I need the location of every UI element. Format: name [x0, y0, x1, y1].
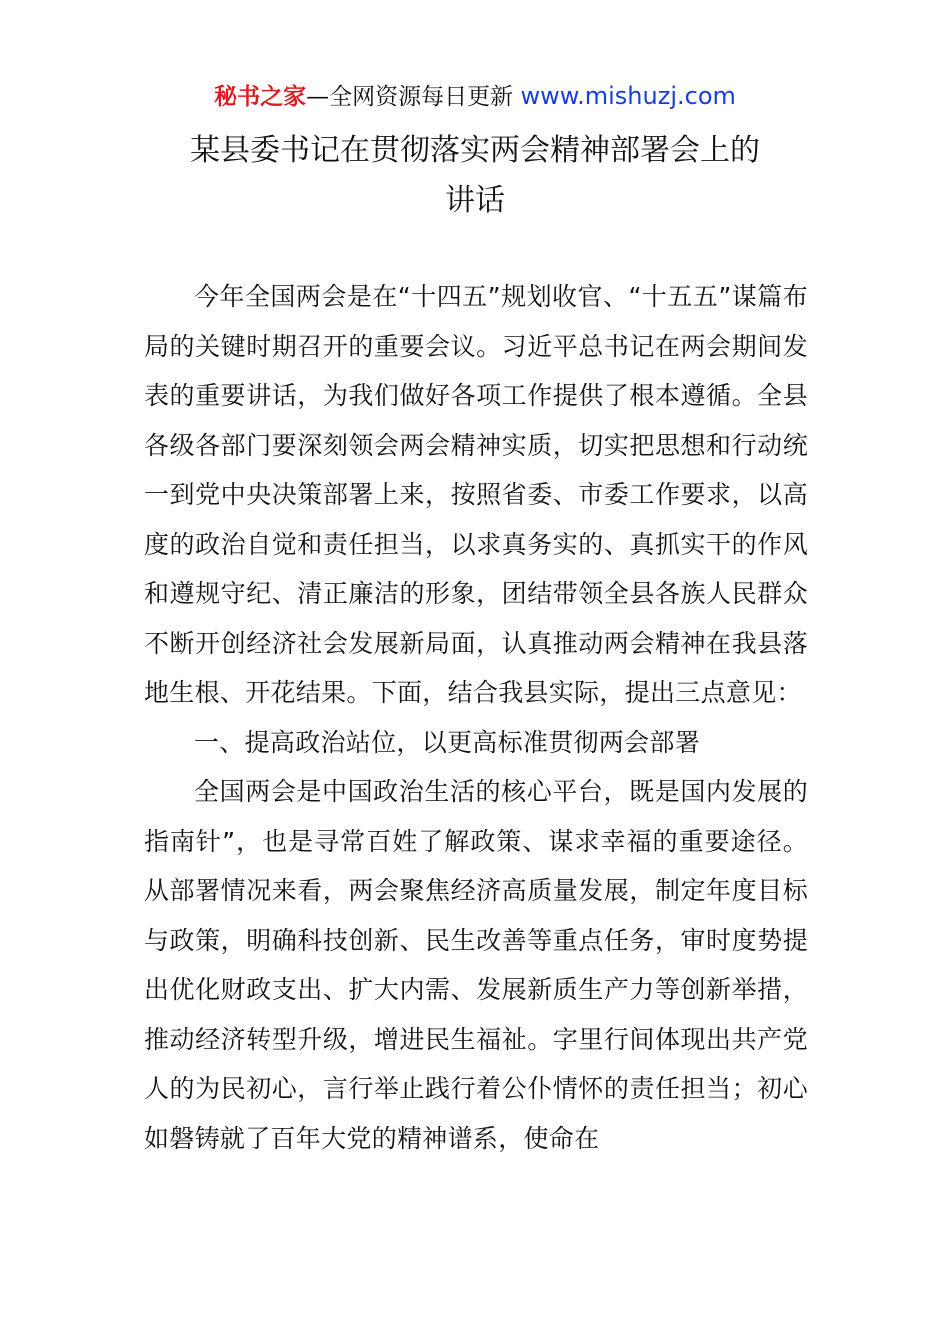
- site-url-link[interactable]: www.mishuzj.com: [520, 82, 736, 110]
- document-body: [144, 272, 808, 1163]
- header-tagline: —全网资源每日更新: [306, 84, 521, 110]
- title-line-2: 讲话: [445, 183, 505, 218]
- section-paragraph-1: 全国两会是中国政治生活的核心平台，既是国内发展的指南针”，也是寻常百姓了解政策、谋求幸福的重要途径。从部署情况来看，两会聚焦经济高质量发展，制定年度目标与政策，明确科技创新、民生改善等重点任务，审时度势提出优化财政支出、扩大内需、发展新质生产力等创新举措，推动经济转型升级，增进民生福祉。字里行间体现出共产党人的为民初心，言行举止践行着公仆情怀的责任担当；初心如磐铸就了百年大党的精神谱系，使命在: [144, 777, 808, 1153]
- document-title: [0, 126, 950, 226]
- title-line-1: 某县委书记在贯彻落实两会精神部署会上的: [190, 133, 760, 168]
- section-heading-1: 一、提高政治站位，以更高标准贯彻两会部署: [194, 727, 701, 757]
- site-header: [0, 78, 950, 115]
- intro-paragraph: 今年全国两会是在“十四五”规划收官、“十五五”谋篇布局的关键时期召开的重要会议。习近平总书记在两会期间发表的重要讲话，为我们做好各项工作提供了根本遵循。全县各级各部门要深刻领会两会精神实质，切实把思想和行动统一到党中央决策部署上来，按照省委、市委工作要求，以高度的政治自觉和责任担当，以求真务实的、真抓实干的作风和遵规守纪、清正廉洁的形象，团结带领全县各族人民群众不断开创经济社会发展新局面，认真推动两会精神在我县落地生根、开花结果。下面，结合我县实际，提出三点意见：: [144, 282, 808, 707]
- brand-name: 秘书之家: [214, 84, 307, 110]
